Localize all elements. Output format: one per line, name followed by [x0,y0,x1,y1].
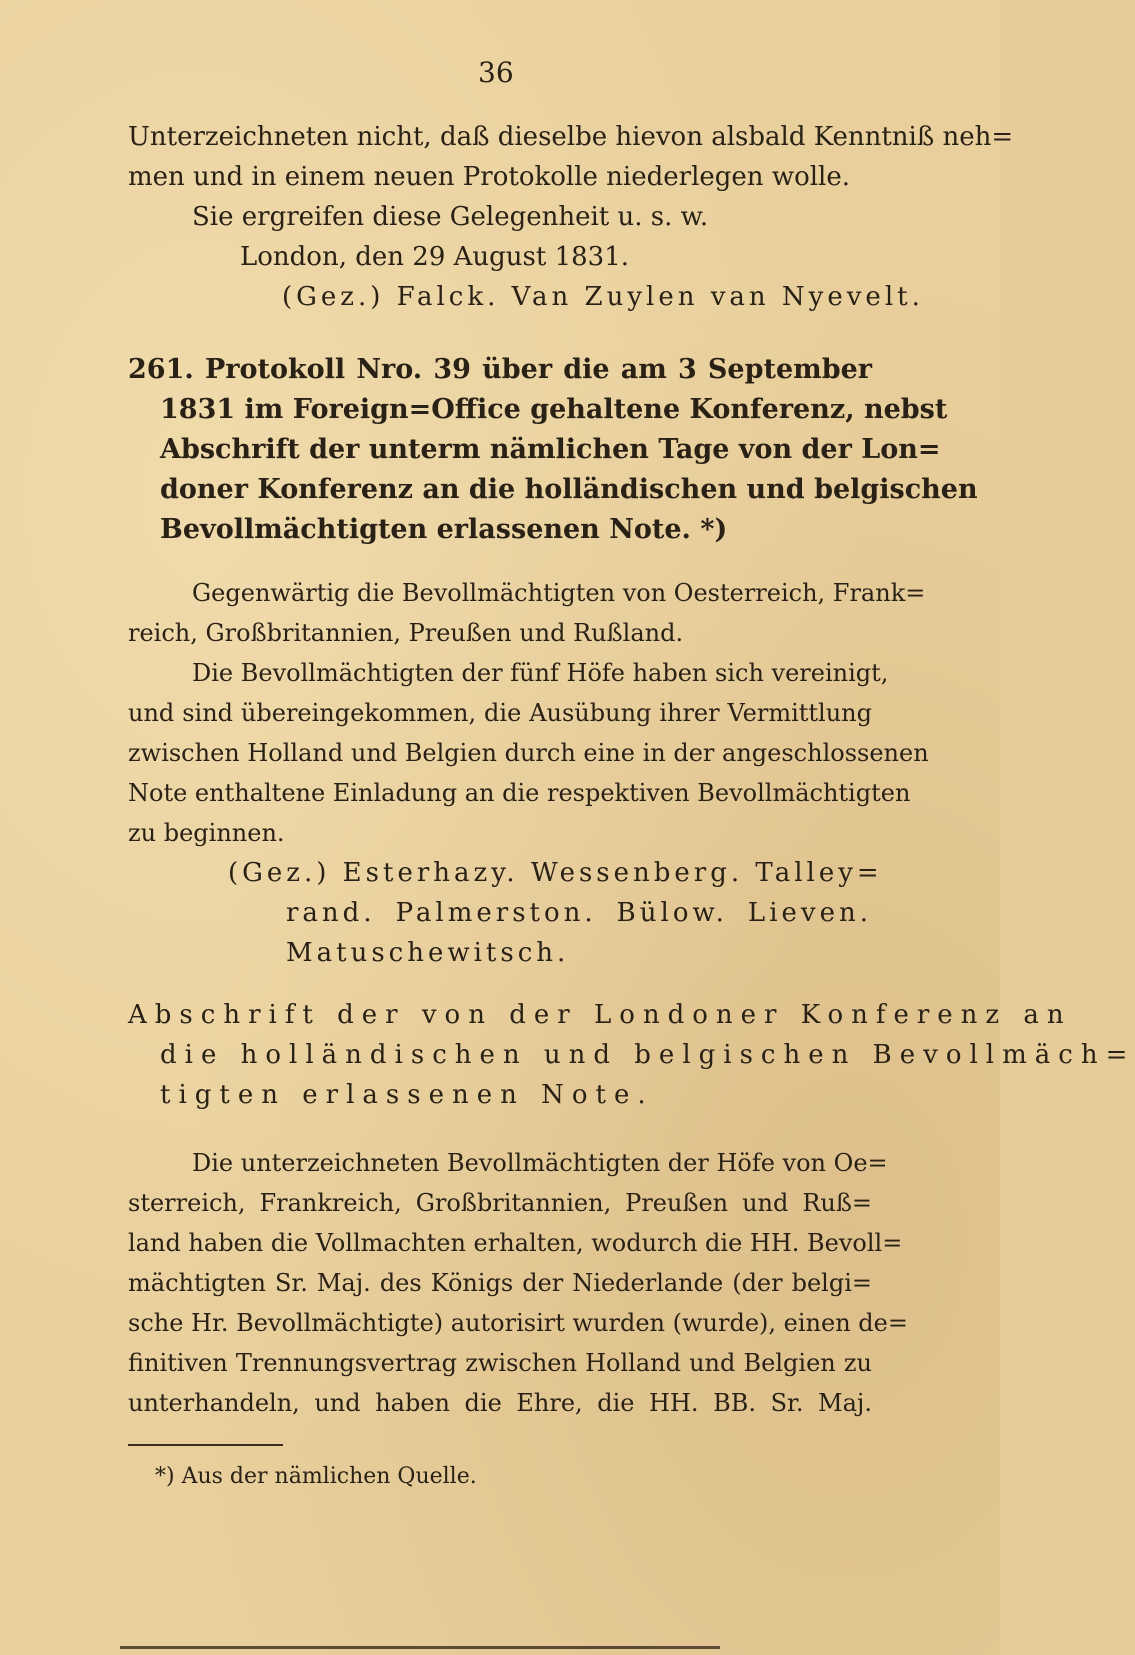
page-number: 36 [478,56,514,89]
signature-line: rand. Palmerston. Bülow. Lieven. [286,898,872,928]
bottom-edge-line [120,1646,720,1649]
section-heading-line: Abschrift der unterm nämlichen Tage von der Lon= [160,434,941,465]
text-line: und sind übereingekommen, die Ausübung ihrer Vermittlung [128,699,872,727]
section-heading-line: 1831 im Foreign=Office gehaltene Konferenz, nebst [160,394,948,425]
footnote-rule [128,1444,283,1446]
subheading-line: tigten erlassenen Note. [160,1080,654,1110]
text-line: zwischen Holland und Belgien durch eine in der angeschlossenen [128,739,929,767]
text-line: Die unterzeichneten Bevollmächtigten der Höfe von Oe= [192,1149,888,1177]
section-heading-line: Bevollmächtigten erlassenen Note. *) [160,514,728,545]
text-line: Gegenwärtig die Bevollmächtigten von Oesterreich, Frank= [192,579,926,607]
subheading-line: die holländischen und belgischen Bevollmäch= [160,1040,1135,1070]
text-line: Sie ergreifen diese Gelegenheit u. s. w. [192,202,709,232]
section-heading-line: 261. Protokoll Nro. 39 über die am 3 September [128,354,872,385]
signature-line: (Gez.) Esterhazy. Wessenberg. Talley= [228,858,883,888]
dateline: London, den 29 August 1831. [240,242,630,272]
text-line: Die Bevollmächtigten der fünf Höfe haben sich vereinigt, [192,659,889,687]
text-line: Unterzeichneten nicht, daß dieselbe hievon alsbald Kenntniß neh= [128,122,1014,152]
text-line: reich, Großbritannien, Preußen und Rußland. [128,619,684,647]
text-line: sterreich, Frankreich, Großbritannien, Preußen und Ruß= [128,1189,872,1217]
text-line: finitiven Trennungsvertrag zwischen Holland und Belgien zu [128,1349,872,1377]
text-line: land haben die Vollmachten erhalten, wodurch die HH. Bevoll= [128,1229,903,1257]
text-line: zu beginnen. [128,819,285,847]
text-line: unterhandeln, und haben die Ehre, die HH. BB. Sr. Maj. [128,1389,872,1417]
subheading-line: Abschrift der von der Londoner Konferenz an [128,1000,1072,1030]
section-heading-line: doner Konferenz an die holländischen und belgischen [160,474,978,505]
text-line: sche Hr. Bevollmächtigte) autorisirt wurden (wurde), einen de= [128,1309,908,1337]
text-line: men und in einem neuen Protokolle niederlegen wolle. [128,162,851,192]
footnote: *) Aus der nämlichen Quelle. [155,1464,477,1489]
text-line: Note enthaltene Einladung an die respektiven Bevollmächtigten [128,779,911,807]
signature-line: (Gez.) Falck. Van Zuylen van Nyevelt. [282,282,924,312]
text-line: mächtigten Sr. Maj. des Königs der Niederlande (der belgi= [128,1269,872,1297]
signature-line: Matuschewitsch. [286,938,570,968]
